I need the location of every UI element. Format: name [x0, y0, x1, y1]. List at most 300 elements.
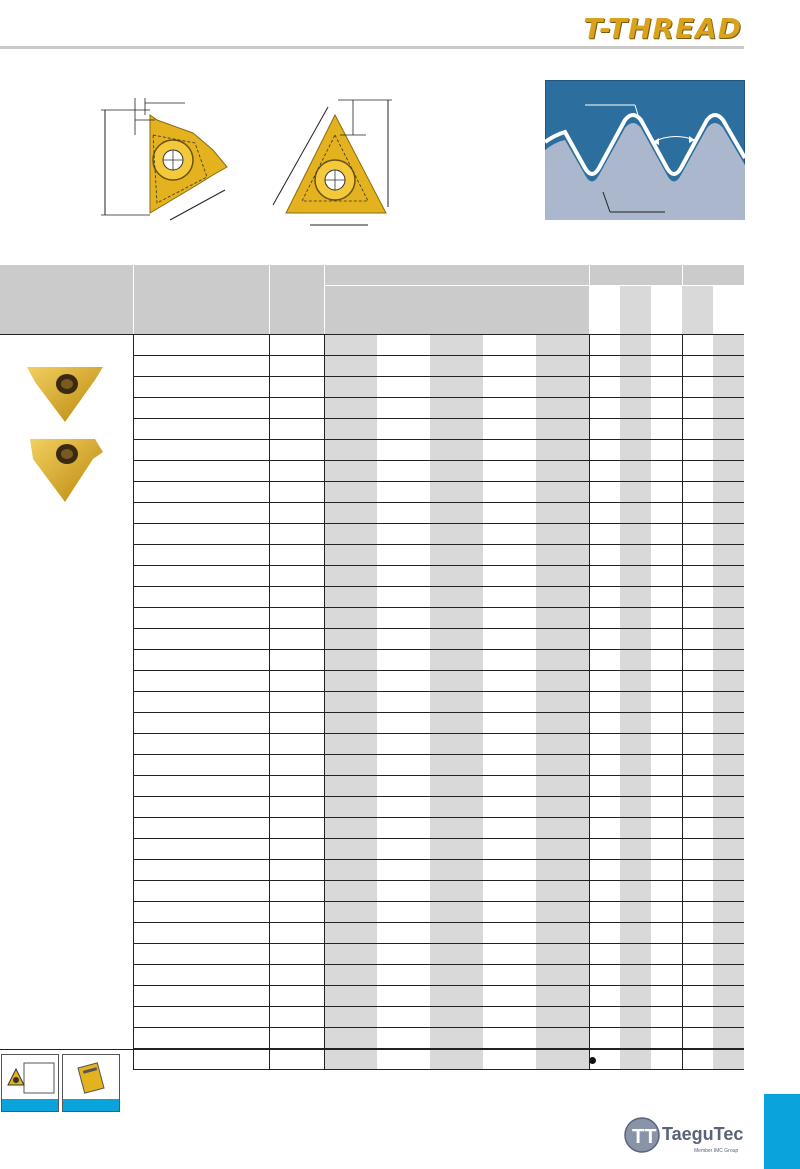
table-cell — [682, 608, 713, 629]
table-cell — [589, 818, 620, 839]
table-cell — [589, 944, 620, 965]
table-cell — [589, 1007, 620, 1028]
table-cell — [589, 419, 620, 440]
table-cell — [713, 986, 744, 1007]
table-cell — [651, 755, 682, 776]
table-cell — [536, 755, 589, 776]
table-cell — [430, 818, 483, 839]
table-cell — [269, 377, 324, 398]
table-cell — [536, 398, 589, 419]
table-cell — [589, 860, 620, 881]
table-cell — [377, 650, 430, 671]
table-cell — [133, 545, 269, 566]
table-cell — [536, 335, 589, 356]
table-cell — [483, 440, 536, 461]
taegutec-logo — [624, 1110, 754, 1160]
table-cell — [536, 461, 589, 482]
table-cell — [682, 1028, 713, 1049]
table-cell — [483, 1049, 536, 1070]
table-cell — [269, 818, 324, 839]
table-cell — [589, 629, 620, 650]
table-cell — [269, 923, 324, 944]
table-cell — [589, 671, 620, 692]
table-cell — [483, 1028, 536, 1049]
table-cell — [682, 545, 713, 566]
table-cell — [713, 923, 744, 944]
table-cell — [133, 524, 269, 545]
table-cell — [536, 419, 589, 440]
svg-text:TT: TT — [632, 1126, 657, 1148]
table-cell — [651, 797, 682, 818]
table-cell — [620, 398, 651, 419]
table-cell — [651, 881, 682, 902]
table-cell — [620, 692, 651, 713]
table-cell — [682, 881, 713, 902]
table-cell — [377, 986, 430, 1007]
svg-text:Member IMC Group: Member IMC Group — [694, 1148, 739, 1154]
table-cell — [269, 482, 324, 503]
table-cell — [430, 503, 483, 524]
table-cell — [133, 1028, 269, 1049]
table-cell — [536, 377, 589, 398]
thread-profile-diagram — [545, 80, 745, 220]
table-cell — [713, 482, 744, 503]
table-cell — [377, 398, 430, 419]
table-cell — [536, 524, 589, 545]
table-cell — [589, 377, 620, 398]
table-cell — [713, 1049, 744, 1070]
table-cell — [430, 881, 483, 902]
table-cell — [483, 923, 536, 944]
table-cell — [620, 608, 651, 629]
table-cell — [589, 545, 620, 566]
table-cell — [483, 545, 536, 566]
table-cell — [713, 335, 744, 356]
table-cell — [682, 965, 713, 986]
external-threading-icon[interactable] — [1, 1054, 59, 1112]
table-cell — [269, 881, 324, 902]
table-cell — [377, 923, 430, 944]
table-cell — [377, 755, 430, 776]
table-cell — [483, 629, 536, 650]
table-cell — [620, 734, 651, 755]
table-cell — [430, 965, 483, 986]
table-cell — [269, 650, 324, 671]
tool-holder-icon — [2, 1055, 58, 1099]
table-cell — [324, 629, 377, 650]
table-cell — [269, 566, 324, 587]
table-cell — [536, 1049, 589, 1070]
table-cell — [651, 986, 682, 1007]
table-cell — [589, 965, 620, 986]
table-cell — [430, 944, 483, 965]
table-cell — [430, 524, 483, 545]
table-cell — [377, 965, 430, 986]
table-cell — [682, 1049, 713, 1070]
table-cell — [430, 755, 483, 776]
table-cell — [133, 608, 269, 629]
table-cell — [430, 650, 483, 671]
table-cell — [269, 839, 324, 860]
table-cell — [620, 587, 651, 608]
table-cell — [651, 671, 682, 692]
table-cell — [430, 356, 483, 377]
table-cell — [536, 923, 589, 944]
table-cell — [483, 587, 536, 608]
table-cell — [713, 377, 744, 398]
table-cell — [483, 671, 536, 692]
table-cell — [377, 608, 430, 629]
table-cell — [651, 587, 682, 608]
table-cell — [133, 986, 269, 1007]
table-cell — [377, 524, 430, 545]
table-cell — [324, 923, 377, 944]
table-cell — [589, 587, 620, 608]
table-cell — [589, 335, 620, 356]
table-cell — [651, 923, 682, 944]
table-cell — [483, 482, 536, 503]
table-cell — [620, 1028, 651, 1049]
table-cell — [133, 482, 269, 503]
table-cell — [589, 881, 620, 902]
table-cell — [269, 524, 324, 545]
table-cell — [651, 839, 682, 860]
table-cell — [430, 1049, 483, 1070]
table-cell — [324, 671, 377, 692]
table-cell — [133, 860, 269, 881]
table-cell — [589, 692, 620, 713]
table-cell — [269, 587, 324, 608]
table-cell — [269, 608, 324, 629]
table-cell — [589, 797, 620, 818]
table-cell — [377, 1049, 430, 1070]
table-cell — [377, 566, 430, 587]
table-cell — [324, 545, 377, 566]
table-cell — [589, 356, 620, 377]
table-cell — [682, 902, 713, 923]
table-cell — [483, 839, 536, 860]
table-cell — [133, 797, 269, 818]
table-cell — [430, 923, 483, 944]
table-cell — [324, 881, 377, 902]
table-cell — [133, 377, 269, 398]
table-cell — [536, 587, 589, 608]
table-cell — [483, 461, 536, 482]
table-cell — [483, 860, 536, 881]
table-cell — [483, 944, 536, 965]
table-cell — [536, 1007, 589, 1028]
table-cell — [269, 692, 324, 713]
table-cell — [713, 587, 744, 608]
table-cell — [682, 524, 713, 545]
table-cell — [682, 566, 713, 587]
table-cell — [483, 650, 536, 671]
table-cell — [269, 419, 324, 440]
table-cell — [620, 545, 651, 566]
table-cell — [682, 419, 713, 440]
table-cell — [377, 860, 430, 881]
table-header-row — [0, 265, 744, 286]
table-cell — [483, 986, 536, 1007]
table-cell — [430, 671, 483, 692]
table-cell — [713, 881, 744, 902]
table-cell — [620, 797, 651, 818]
table-cell — [269, 965, 324, 986]
table-cell — [324, 587, 377, 608]
table-cell — [324, 335, 377, 356]
table-cell — [589, 503, 620, 524]
table-cell — [430, 986, 483, 1007]
table-cell — [483, 818, 536, 839]
table-cell — [589, 776, 620, 797]
table-cell — [324, 482, 377, 503]
table-cell — [620, 965, 651, 986]
table-cell — [377, 1007, 430, 1028]
table-cell — [713, 755, 744, 776]
table-cell — [430, 776, 483, 797]
table-cell — [713, 629, 744, 650]
spec-table — [0, 265, 744, 1070]
section-side-tab[interactable] — [764, 1094, 800, 1169]
table-cell — [430, 1007, 483, 1028]
table-cell — [620, 335, 651, 356]
table-cell — [713, 671, 744, 692]
table-cell — [620, 839, 651, 860]
table-cell — [620, 356, 651, 377]
table-cell — [620, 860, 651, 881]
table-cell — [536, 440, 589, 461]
table-cell — [324, 398, 377, 419]
table-cell — [620, 1049, 651, 1070]
table-cell — [269, 545, 324, 566]
table-cell — [713, 734, 744, 755]
table-cell — [713, 1007, 744, 1028]
table-cell — [713, 398, 744, 419]
table-cell — [269, 503, 324, 524]
table-cell — [713, 419, 744, 440]
table-cell — [377, 482, 430, 503]
table-cell — [133, 671, 269, 692]
table-cell — [324, 650, 377, 671]
table-cell — [133, 566, 269, 587]
table-bottom-rule — [0, 1049, 744, 1050]
table-cell — [620, 923, 651, 944]
table-cell — [133, 713, 269, 734]
table-cell — [269, 398, 324, 419]
table-cell — [483, 1007, 536, 1028]
table-cell — [483, 881, 536, 902]
table-cell — [324, 776, 377, 797]
table-cell — [536, 1028, 589, 1049]
table-cell — [651, 545, 682, 566]
table-cell — [682, 1007, 713, 1028]
table-cell — [483, 524, 536, 545]
table-cell — [651, 524, 682, 545]
table-cell — [682, 755, 713, 776]
table-cell — [430, 398, 483, 419]
table-cell — [713, 608, 744, 629]
table-cell — [377, 356, 430, 377]
svg-text:TaeguTec: TaeguTec — [662, 1124, 744, 1144]
table-cell — [133, 629, 269, 650]
table-cell — [483, 692, 536, 713]
table-cell — [589, 398, 620, 419]
table-cell — [430, 482, 483, 503]
table-cell — [324, 692, 377, 713]
table-cell — [589, 440, 620, 461]
table-cell — [269, 734, 324, 755]
table-cell — [620, 713, 651, 734]
table-cell — [324, 713, 377, 734]
table-cell — [377, 419, 430, 440]
table-cell — [536, 986, 589, 1007]
table-cell — [377, 503, 430, 524]
table-cell — [430, 902, 483, 923]
table-cell — [483, 755, 536, 776]
table-cell — [324, 524, 377, 545]
table-cell — [133, 776, 269, 797]
table-cell — [483, 566, 536, 587]
table-cell — [133, 335, 269, 356]
table-cell — [682, 923, 713, 944]
table-cell — [269, 713, 324, 734]
table-cell — [651, 335, 682, 356]
table-cell — [620, 944, 651, 965]
table-cell — [620, 482, 651, 503]
table-cell — [620, 503, 651, 524]
table-cell — [589, 713, 620, 734]
table-cell — [430, 608, 483, 629]
table-cell — [269, 671, 324, 692]
table-cell — [713, 839, 744, 860]
table-cell — [483, 356, 536, 377]
table-cell — [269, 797, 324, 818]
table-cell — [133, 755, 269, 776]
table-cell — [713, 1028, 744, 1049]
table-cell — [269, 335, 324, 356]
table-cell — [430, 629, 483, 650]
table-cell — [324, 965, 377, 986]
table-cell — [377, 461, 430, 482]
table-cell — [483, 419, 536, 440]
table-cell — [377, 839, 430, 860]
table-cell — [133, 818, 269, 839]
insert-catalog-icon[interactable] — [62, 1054, 120, 1112]
table-cell — [682, 377, 713, 398]
table-cell — [377, 944, 430, 965]
table-cell — [713, 503, 744, 524]
table-cell — [430, 797, 483, 818]
table-cell — [483, 734, 536, 755]
table-cell — [269, 356, 324, 377]
table-cell — [536, 692, 589, 713]
table-cell — [536, 566, 589, 587]
table-cell — [589, 839, 620, 860]
table-cell — [430, 335, 483, 356]
table-cell — [651, 482, 682, 503]
table-cell — [377, 440, 430, 461]
table-cell — [377, 902, 430, 923]
table-cell — [682, 503, 713, 524]
table-cell — [536, 608, 589, 629]
table-cell — [133, 923, 269, 944]
table-cell — [324, 419, 377, 440]
table-cell — [377, 692, 430, 713]
table-cell — [651, 503, 682, 524]
table-cell — [589, 902, 620, 923]
table-cell — [589, 923, 620, 944]
table-cell — [324, 377, 377, 398]
table-cell — [269, 461, 324, 482]
page-title: T-THREAD — [583, 12, 742, 45]
table-cell — [377, 818, 430, 839]
table-cell — [651, 566, 682, 587]
table-cell — [133, 965, 269, 986]
header-divider — [0, 46, 744, 49]
table-cell — [713, 944, 744, 965]
table-cell — [430, 377, 483, 398]
table-cell — [133, 902, 269, 923]
table-cell — [682, 335, 713, 356]
table-cell — [682, 650, 713, 671]
table-cell — [536, 776, 589, 797]
table-cell — [377, 629, 430, 650]
table-cell — [620, 818, 651, 839]
table-cell — [713, 692, 744, 713]
table-cell — [430, 419, 483, 440]
table-cell — [269, 902, 324, 923]
table-cell — [377, 377, 430, 398]
table-cell — [377, 776, 430, 797]
table-cell — [269, 1007, 324, 1028]
table-cell — [682, 587, 713, 608]
table-cell — [483, 776, 536, 797]
table-cell — [377, 671, 430, 692]
table-cell — [0, 335, 133, 1070]
table-cell — [269, 944, 324, 965]
table-cell — [651, 776, 682, 797]
table-cell — [430, 566, 483, 587]
table-cell — [536, 503, 589, 524]
table-cell — [324, 944, 377, 965]
table-cell — [651, 608, 682, 629]
table-cell — [324, 1028, 377, 1049]
table-cell — [430, 587, 483, 608]
table-cell — [269, 860, 324, 881]
table-cell — [324, 839, 377, 860]
table-cell — [269, 1028, 324, 1049]
table-cell — [324, 818, 377, 839]
table-cell — [713, 650, 744, 671]
table-cell — [133, 1007, 269, 1028]
table-cell — [651, 650, 682, 671]
table-cell — [536, 944, 589, 965]
table-cell — [324, 1007, 377, 1028]
table-cell — [682, 944, 713, 965]
table-cell — [133, 503, 269, 524]
table-cell — [483, 503, 536, 524]
stock-legend-dot — [589, 1057, 596, 1064]
table-cell — [536, 650, 589, 671]
table-cell — [536, 482, 589, 503]
table-cell — [682, 776, 713, 797]
table-cell — [713, 440, 744, 461]
table-cell — [430, 734, 483, 755]
table-cell — [324, 986, 377, 1007]
table-cell — [536, 839, 589, 860]
table-cell — [589, 755, 620, 776]
table-cell — [620, 902, 651, 923]
